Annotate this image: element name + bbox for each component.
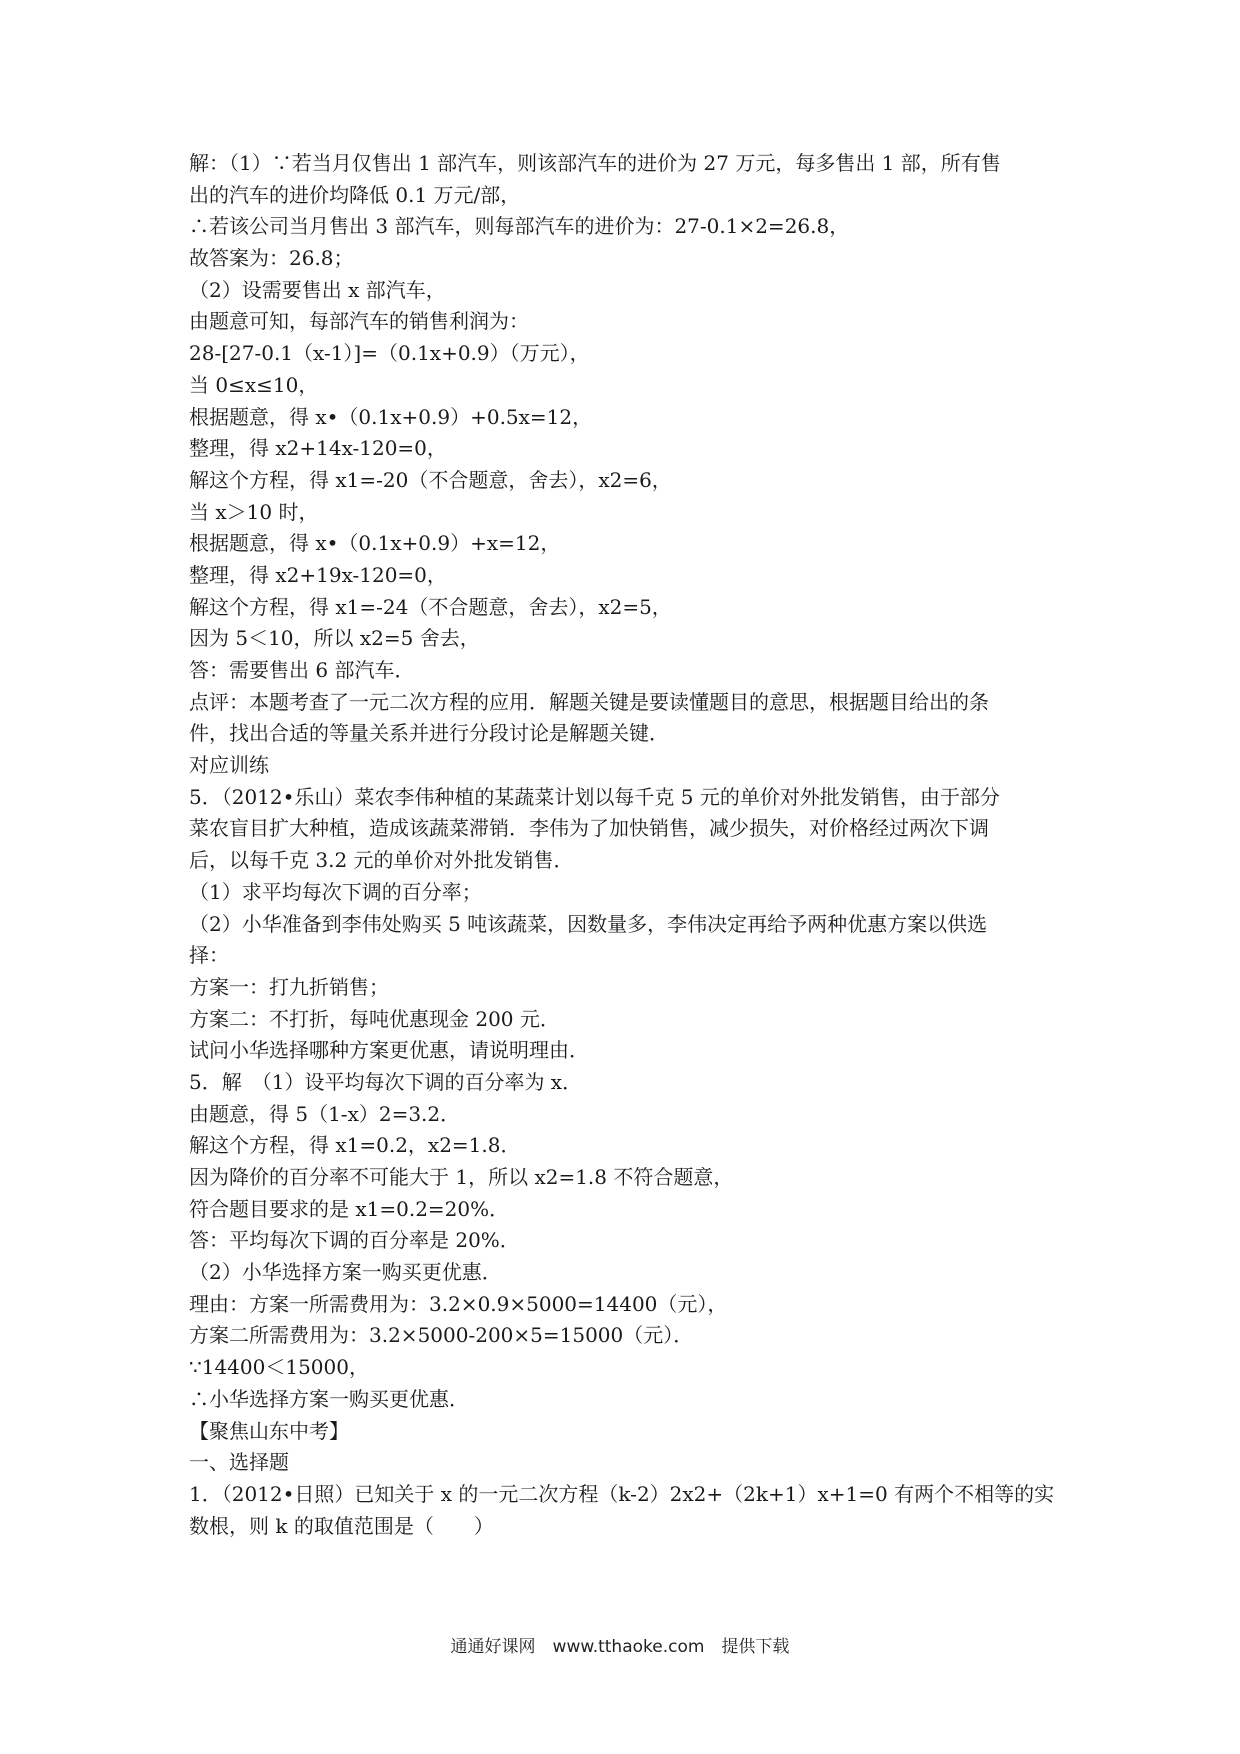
- text-line: 1．（2012•日照）已知关于 x 的一元二次方程（k-2）2x2+（2k+1）x+1=0 有两个不相等的实: [189, 1481, 1055, 1506]
- text-line: 由题意可知，每部汽车的销售利润为：: [189, 309, 529, 334]
- text-line: 因为 5＜10，所以 x2=5 舍去，: [189, 626, 480, 651]
- text-line: 答：需要售出 6 部汽车．: [189, 658, 415, 682]
- text-line: 5．解 （1）设平均每次下调的百分率为 x．: [189, 1069, 583, 1094]
- text-line: （2）设需要售出 x 部汽车，: [189, 277, 446, 302]
- text-line: 当 x＞10 时，: [189, 499, 319, 524]
- text-line: 5．（2012•乐山）菜农李伟种植的某蔬菜计划以每千克 5 元的单价对外批发销售，由于部分: [189, 784, 1000, 809]
- text-line: 故答案为：26.8；: [189, 246, 354, 271]
- text-line: （2）小华准备到李伟处购买 5 吨该蔬菜，因数量多，李伟决定再给予两种优惠方案以供选: [189, 911, 988, 936]
- text-line: 出的汽车的进价均降低 0.1 万元/部，: [189, 182, 521, 207]
- text-line: 方案二：不打折，每吨优惠现金 200 元．: [189, 1006, 560, 1031]
- text-line: （2）小华选择方案一购买更优惠．: [189, 1260, 502, 1285]
- page-footer: 通通好课网 www.tthaoke.com 提供下载: [450, 1637, 790, 1657]
- text-line: 择：: [189, 943, 229, 968]
- text-line: 数根，则 k 的取值范围是（ ）: [189, 1513, 494, 1538]
- text-line: 解：（1）∵若当月仅售出 1 部汽车，则该部汽车的进价为 27 万元，每多售出 1 部，所有售: [189, 151, 1001, 175]
- text-line: 理由：方案一所需费用为：3.2×0.9×5000=14400（元），: [189, 1291, 728, 1316]
- text-line: ∴小华选择方案一购买更优惠．: [189, 1386, 469, 1411]
- text-line: 试问小华选择哪种方案更优惠，请说明理由．: [189, 1038, 589, 1063]
- text-line: 整理，得 x2+14x-120=0，: [189, 436, 447, 461]
- text-line: 对应训练: [189, 753, 269, 778]
- text-line: 后，以每千克 3.2 元的单价对外批发销售．: [189, 848, 574, 873]
- section-heading: 【聚焦山东中考】: [189, 1418, 349, 1443]
- text-line: 解这个方程，得 x1=-20（不合题意，舍去），x2=6，: [189, 467, 672, 492]
- text-line: 答：平均每次下调的百分率是 20%．: [189, 1228, 520, 1253]
- text-line: 根据题意，得 x•（0.1x+0.9）+0.5x=12，: [189, 404, 593, 429]
- text-line: 28-[27-0.1（x-1）]=（0.1x+0.9）（万元），: [189, 341, 590, 366]
- text-line: 点评：本题考查了一元二次方程的应用．解题关键是要读懂题目的意思，根据题目给出的条: [189, 689, 989, 714]
- text-line: 解这个方程，得 x1=-24（不合题意，舍去），x2=5，: [189, 594, 672, 619]
- text-line: 解这个方程，得 x1=0.2，x2=1.8．: [189, 1133, 521, 1158]
- text-line: 符合题目要求的是 x1=0.2=20%．: [189, 1196, 510, 1221]
- text-line: 因为降价的百分率不可能大于 1，所以 x2=1.8 不符合题意，: [189, 1165, 734, 1189]
- section-heading: 一、选择题: [189, 1450, 289, 1475]
- text-line: 根据题意，得 x•（0.1x+0.9）+x=12，: [189, 531, 561, 556]
- text-line: ∴若该公司当月售出 3 部汽车，则每部汽车的进价为：27-0.1×2=26.8，: [189, 214, 850, 239]
- text-line: 件，找出合适的等量关系并进行分段讨论是解题关键．: [189, 721, 669, 746]
- text-line: 当 0≤x≤10，: [189, 372, 319, 397]
- text-line: 方案一：打九折销售；: [189, 974, 389, 999]
- text-line: 方案二所需费用为：3.2×5000-200×5=15000（元）．: [189, 1323, 694, 1348]
- text-line: ∵14400＜15000，: [189, 1355, 369, 1380]
- text-line: 由题意，得 5（1-x）2=3.2．: [189, 1101, 461, 1126]
- document-body: [189, 148, 1069, 1542]
- text-line: 菜农盲目扩大种植，造成该蔬菜滞销．李伟为了加快销售，减少损失，对价格经过两次下调: [189, 816, 989, 841]
- text-line: （1）求平均每次下调的百分率；: [189, 879, 482, 904]
- text-line: 整理，得 x2+19x-120=0，: [189, 562, 447, 587]
